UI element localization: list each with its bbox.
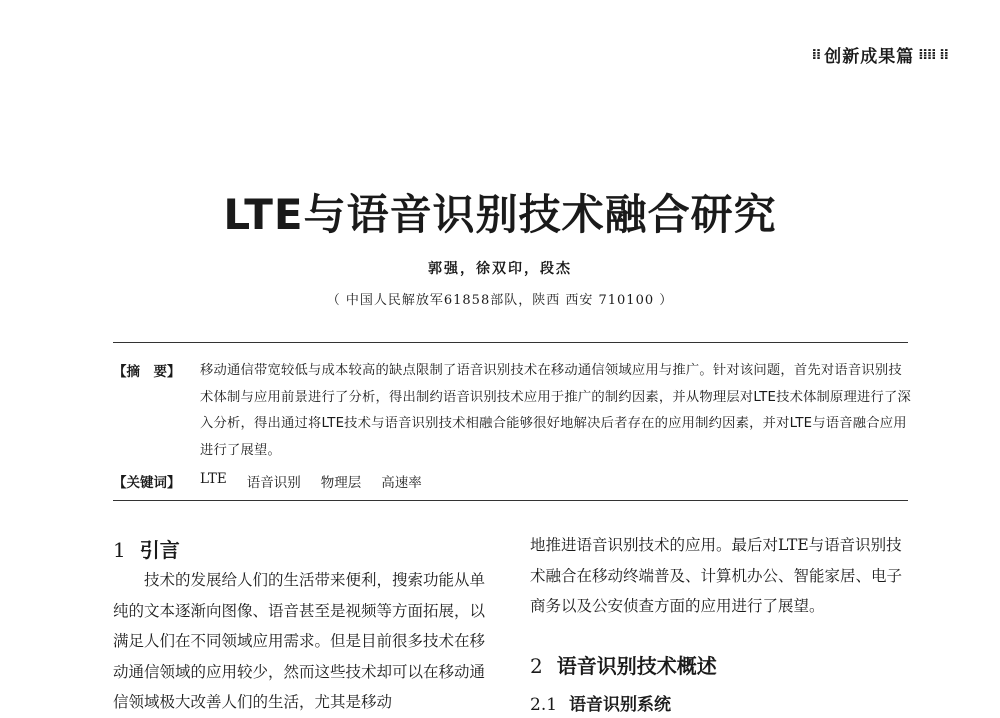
subsection-heading-2-1 (530, 690, 671, 715)
paragraph: 地推进语音识别技术的应用。最后对LTE与语音识别技术融合在移动终端普及、计算机办公、智能家居、电子商务以及公安侦查方面的应用进行了展望。 (530, 536, 903, 615)
keywords-list (200, 471, 422, 491)
header-dots-left: ⁞⁞ (811, 46, 821, 63)
subsection-number: 2.1 (530, 695, 558, 715)
paper-title: LTE与语音识别技术融合研究 (223, 190, 777, 239)
body-right-column (530, 530, 910, 622)
section-title: 语音识别技术概述 (556, 654, 717, 678)
paragraph: 技术的发展给人们的生活带来便利，搜索功能从单纯的文本逐渐向图像、语音甚至是视频等方面拓展，以满足人们在不同领域应用需求。但是目前很多技术在移动通信领域的应用较少，然而这些技术却可以在移动通信领域极大改善人们的生活，尤其是移动 (113, 571, 486, 711)
paper-authors: 郭强，徐双印，段杰 (428, 261, 572, 277)
keyword: 高速率 (381, 475, 422, 491)
divider-bottom (113, 500, 908, 501)
section-title: 引言 (139, 538, 180, 562)
section-heading-1 (113, 534, 180, 563)
header-dots-right: ⁞⁞⁞⁞ ⁞⁞ (918, 46, 948, 63)
section-heading-2 (530, 650, 717, 679)
abstract-text: 移动通信带宽较低与成本较高的缺点限制了语音识别技术在移动通信领域应用与推广。针对该问题，首先对语音识别技术体制与应用前景进行了分析，得出制约语音识别技术应用于推广的制约因素，并从物理层对LTE技术体制原理进行了深入分析，得出通过将LTE技术与语音识别技术相融合能够很好地解决后者存在的应用制约因素，并对LTE与语音融合应用进行了展望。 (200, 363, 912, 458)
divider-top (113, 342, 908, 343)
section-number: 1 (113, 538, 126, 562)
subsection-title: 语音识别系统 (569, 695, 672, 715)
keyword: LTE (200, 471, 227, 487)
abstract-label: 【摘 要】 (113, 364, 181, 380)
keyword: 语音识别 (246, 475, 301, 491)
section-tag-label: 创新成果篇 (824, 47, 915, 67)
section-number: 2 (530, 654, 543, 678)
keywords-label: 【关键词】 (113, 475, 181, 491)
paper-affiliation: （ 中国人民解放军61858部队，陕西 西安 710100 ） (326, 293, 674, 308)
keyword: 物理层 (320, 475, 362, 491)
section-tag (812, 42, 948, 67)
body-left-column (113, 565, 497, 718)
